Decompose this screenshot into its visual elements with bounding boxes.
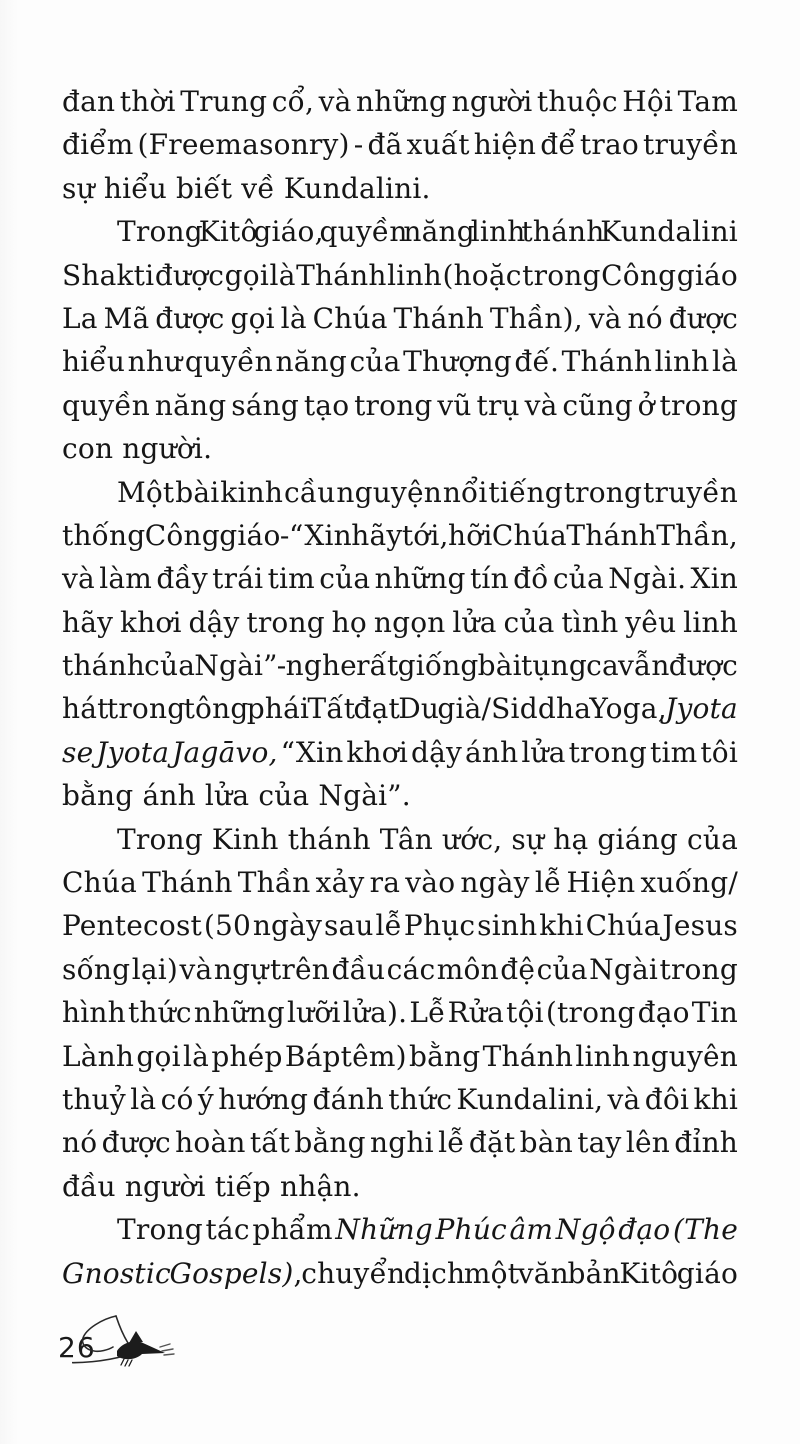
text-run: thống Công giáo - “Xin hãy tới, hỡi Chúa Thánh Thần, bbox=[62, 518, 739, 552]
text-run: Chúa Thánh Thần xảy ra vào ngày lễ Hiện xuống/ bbox=[62, 866, 739, 900]
text-line bbox=[62, 687, 738, 730]
text-line bbox=[62, 948, 738, 991]
text-line bbox=[62, 80, 738, 123]
text-run: bằng ánh lửa của Ngài”. bbox=[62, 779, 411, 813]
text-line bbox=[62, 1078, 738, 1121]
text-run: , chuyển dịch một văn bản Kitô giáo bbox=[293, 1256, 739, 1290]
italic-text-run: Jyota bbox=[665, 692, 738, 726]
text-run: hiểu như quyền năng của Thượng đế. Thánh linh là bbox=[62, 345, 739, 379]
text-run: Trong Kinh thánh Tân ước, sự hạ giáng của bbox=[117, 822, 738, 856]
bird-body bbox=[117, 1341, 165, 1359]
text-line bbox=[62, 123, 738, 166]
text-line bbox=[62, 210, 738, 253]
text-run: đầu người tiếp nhận. bbox=[62, 1169, 361, 1203]
text-run: thuỷ là có ý hướng đánh thức Kundalini, và đôi khi bbox=[62, 1082, 738, 1116]
text-line bbox=[62, 514, 738, 557]
text-line bbox=[62, 904, 738, 947]
wing-edge bbox=[116, 1316, 128, 1343]
text-line bbox=[62, 818, 738, 861]
italic-text-run: se Jyota Jagāvo, bbox=[62, 735, 281, 769]
text-line bbox=[62, 991, 738, 1034]
page-number: 26 bbox=[58, 1331, 96, 1364]
text-line bbox=[62, 1252, 738, 1295]
text-run: thánh của Ngài” - nghe rất giống bài tụng ca vẫn được bbox=[62, 649, 739, 683]
text-line bbox=[62, 384, 738, 427]
underline-flourish bbox=[72, 1356, 124, 1363]
text-line bbox=[62, 731, 738, 774]
text-run: con người. bbox=[62, 432, 213, 466]
text-line bbox=[62, 427, 738, 470]
text-run: Một bài kinh cầu nguyện nổi tiếng trong truyền bbox=[117, 475, 738, 509]
flying-bird-ornament-icon bbox=[72, 1313, 182, 1371]
text-run: “Xin khơi dậy ánh lửa trong tim tôi bbox=[280, 735, 738, 769]
text-run: Shakti được gọi là Thánh linh (hoặc trong Công giáo bbox=[62, 258, 738, 292]
text-line bbox=[62, 1035, 738, 1078]
text-line bbox=[62, 644, 738, 687]
text-line bbox=[62, 774, 738, 817]
text-run: hãy khơi dậy trong họ ngọn lửa của tình yêu linh bbox=[62, 605, 738, 639]
text-run: điểm (Freemasonry) - đã xuất hiện để trao truyền bbox=[62, 128, 738, 162]
text-run: Pentecost (50 ngày sau lễ Phục sinh khi Chúa Jesus bbox=[62, 909, 739, 943]
text-run: đan thời Trung cổ, và những người thuộc Hội Tam bbox=[62, 85, 739, 118]
text-line bbox=[62, 167, 738, 210]
page-footer bbox=[0, 1305, 300, 1395]
text-line bbox=[62, 297, 738, 340]
bird-wing bbox=[129, 1331, 143, 1343]
text-line bbox=[62, 601, 738, 644]
text-run: La Mã được gọi là Chúa Thánh Thần), và nó được bbox=[62, 301, 739, 335]
text-run: sống lại) và ngự trên đầu các môn đệ của Ngài trong bbox=[62, 952, 738, 986]
text-run: Lành gọi là phép Báptêm) bằng Thánh linh nguyên bbox=[62, 1039, 738, 1073]
wing-outline bbox=[83, 1316, 116, 1351]
text-run: hát trong tông phái Tất đạt Du già/Siddha Yoga, bbox=[62, 692, 666, 726]
text-line bbox=[62, 471, 738, 514]
italic-text-run: Những Phúc âm Ngộ đạo (The bbox=[335, 1213, 738, 1247]
italic-text-run: Gnostic Gospels) bbox=[62, 1256, 294, 1290]
text-run: và làm đầy trái tim của những tín đồ của Ngài. Xin bbox=[62, 562, 739, 596]
text-line bbox=[62, 557, 738, 600]
text-line bbox=[62, 861, 738, 904]
body-text bbox=[62, 80, 738, 1295]
text-line bbox=[62, 1208, 738, 1251]
text-line bbox=[62, 1165, 738, 1208]
text-run: hình thức những lưỡi lửa). Lễ Rửa tội (trong đạo Tin bbox=[62, 996, 739, 1030]
text-line bbox=[62, 1121, 738, 1164]
text-run: nó được hoàn tất bằng nghi lễ đặt bàn tay lên đỉnh bbox=[62, 1126, 739, 1160]
text-run: Trong tác phẩm bbox=[117, 1213, 336, 1247]
text-line bbox=[62, 340, 738, 383]
text-line bbox=[62, 254, 738, 297]
text-run: Trong Kitô giáo, quyền năng linh thánh Kundalini bbox=[117, 215, 738, 249]
text-run: sự hiểu biết về Kundalini. bbox=[62, 171, 431, 205]
text-run: quyền năng sáng tạo trong vũ trụ và cũng ở trong bbox=[62, 388, 739, 422]
